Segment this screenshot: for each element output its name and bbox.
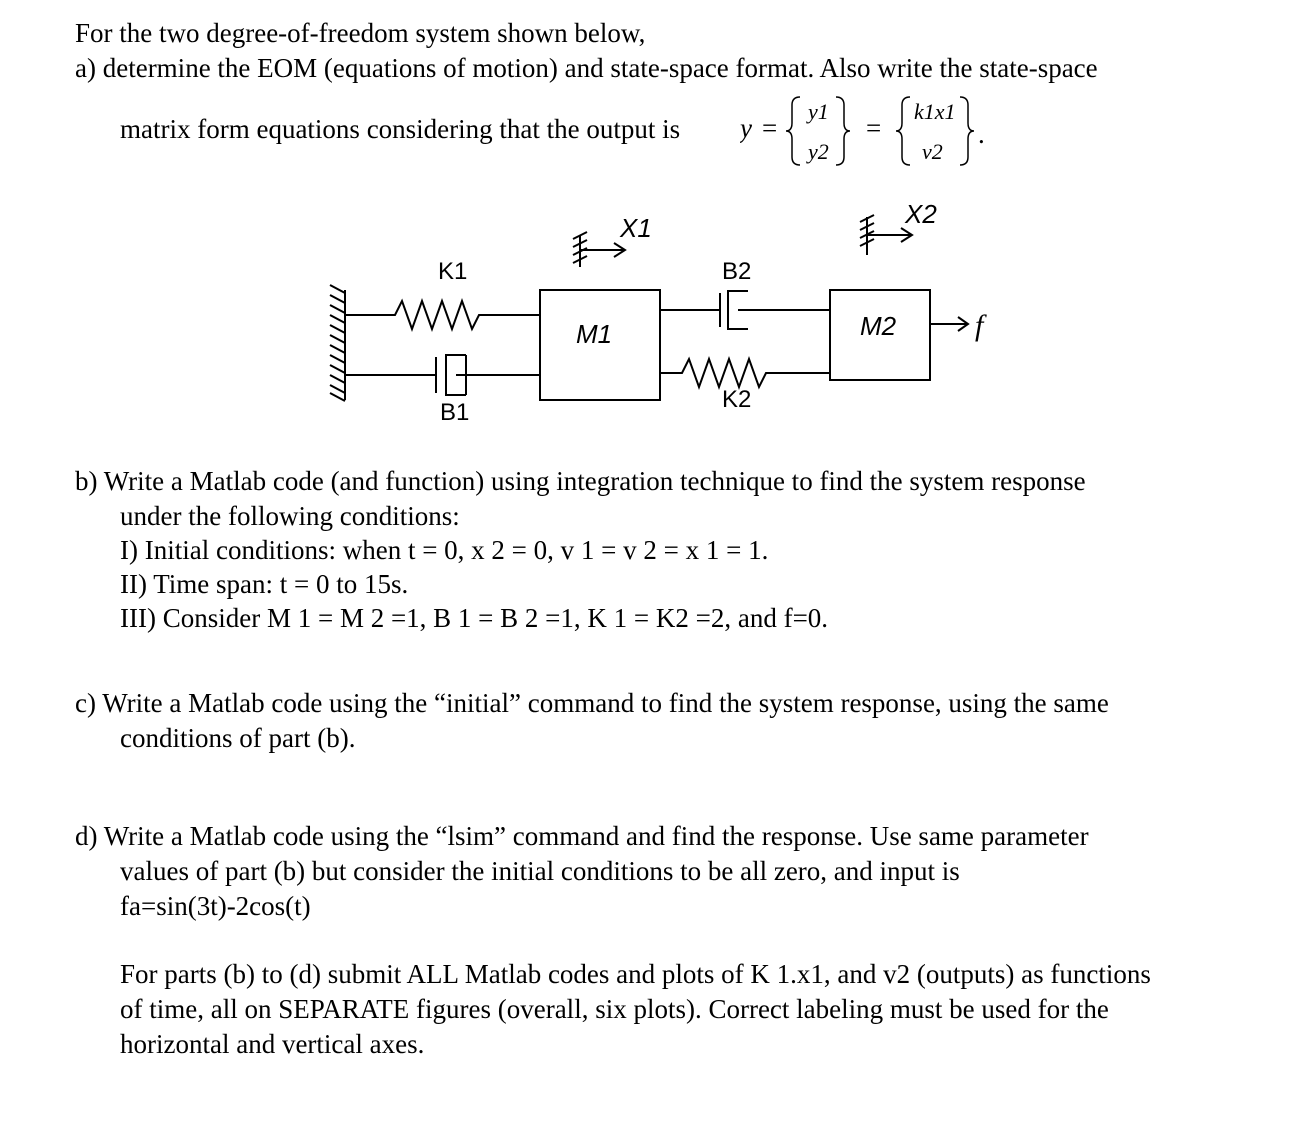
part-c-line1: c) Write a Matlab code using the “initial” command to find the system response, using the same bbox=[75, 688, 1109, 718]
vector2-top: k1x1 bbox=[914, 99, 956, 124]
part-d-line2: values of part (b) but consider the initial conditions to be all zero, and input is bbox=[120, 856, 960, 886]
left-brace-2 bbox=[896, 97, 910, 165]
part-b-line2: under the following conditions: bbox=[120, 501, 460, 531]
intro-text: For the two degree-of-freedom system shown below, bbox=[75, 18, 646, 48]
part-a-line1: a) determine the EOM (equations of motion) and state-space format. Also write the state-space bbox=[75, 53, 1098, 83]
submit-line3: horizontal and vertical axes. bbox=[120, 1029, 425, 1059]
part-b-line1: b) Write a Matlab code (and function) using integration technique to find the system response bbox=[75, 466, 1086, 496]
equals-sign-2: = bbox=[866, 113, 882, 143]
part-d-line3: fa=sin(3t)-2cos(t) bbox=[120, 891, 311, 921]
vector1-bottom: y2 bbox=[808, 139, 829, 164]
part-b-cond1: I) Initial conditions: when t = 0, x 2 = 0, v 1 = v 2 = x 1 = 1. bbox=[120, 535, 769, 565]
part-d-line1: d) Write a Matlab code using the “lsim” command and find the response. Use same parameter bbox=[75, 821, 1089, 851]
vector1-top: y1 bbox=[808, 99, 829, 124]
x2-label: X2 bbox=[905, 199, 937, 229]
force-label: f bbox=[975, 309, 984, 342]
m1-label: M1 bbox=[576, 319, 613, 349]
y-symbol: y bbox=[740, 113, 752, 143]
spring-k2 bbox=[660, 359, 830, 387]
right-brace-2 bbox=[960, 97, 974, 165]
mass-spring-damper-diagram bbox=[0, 195, 1308, 435]
part-b-cond2: II) Time span: t = 0 to 15s. bbox=[120, 569, 409, 599]
damper-b1 bbox=[345, 355, 540, 395]
submit-line1: For parts (b) to (d) submit ALL Matlab codes and plots of K 1.x1, and v2 (outputs) as functions bbox=[120, 959, 1151, 989]
x1-label: X1 bbox=[620, 213, 652, 243]
period: . bbox=[978, 119, 985, 149]
part-c-line2: conditions of part (b). bbox=[120, 723, 356, 753]
spring-k1 bbox=[345, 301, 540, 329]
equals-sign-1: = bbox=[762, 113, 778, 143]
vector2-bottom: v2 bbox=[922, 139, 943, 164]
damper-b2 bbox=[660, 291, 830, 329]
output-vector-equation bbox=[740, 85, 1000, 185]
wall-hatching bbox=[330, 285, 345, 401]
k1-label: K1 bbox=[438, 258, 468, 285]
left-brace-1 bbox=[786, 97, 800, 165]
b2-label: B2 bbox=[722, 258, 752, 285]
part-a-line2: matrix form equations considering that the output is bbox=[120, 114, 681, 144]
x1-reference-symbol bbox=[573, 232, 625, 267]
b1-label: B1 bbox=[440, 399, 470, 426]
k2-label: K2 bbox=[722, 386, 752, 413]
part-b-cond3: III) Consider M 1 = M 2 =1, B 1 = B 2 =1, K 1 = K2 =2, and f=0. bbox=[120, 603, 829, 633]
m2-label: M2 bbox=[860, 311, 897, 341]
right-brace-1 bbox=[836, 97, 850, 165]
submit-line2: of time, all on SEPARATE figures (overall, six plots). Correct labeling must be used for the bbox=[120, 994, 1109, 1024]
